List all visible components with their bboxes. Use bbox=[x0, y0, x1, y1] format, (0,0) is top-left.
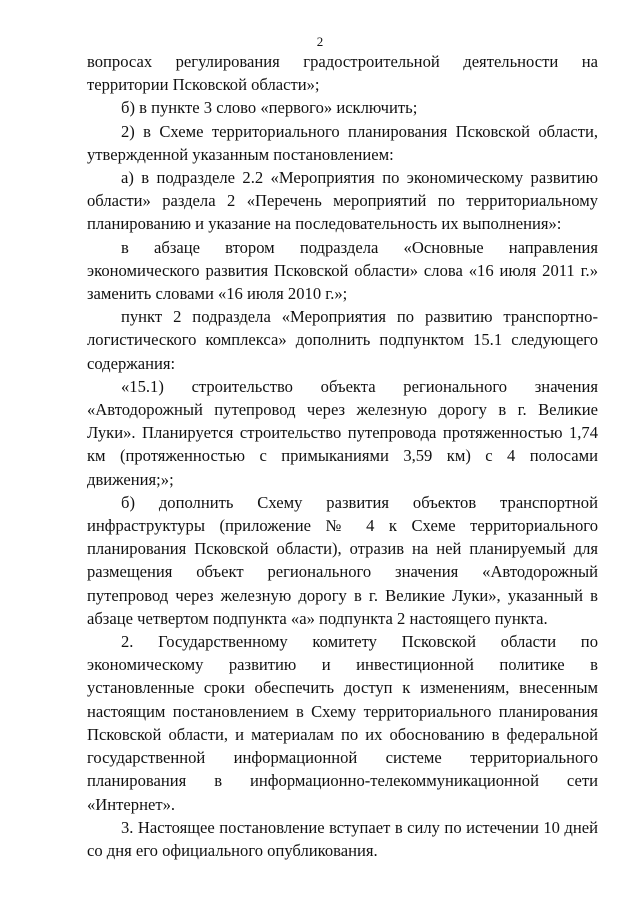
page-number: 2 bbox=[316, 34, 324, 49]
document-body bbox=[87, 50, 598, 862]
paragraph: б) дополнить Схему развития объектов транспортной инфраструктуры (приложение № 4 к Схеме территориального планирования Псковской области), отразив на ней планируемый для размещения объект регионального значения «Автодорожный путепровод через железную дорогу в г. Великие Луки», указанный в абзаце четвертом подпункта «а» подпункта 2 настоящего пункта. bbox=[87, 492, 598, 628]
paragraph: 3. Настоящее постановление вступает в силу по истечении 10 дней со дня его официального опубликования. bbox=[87, 817, 598, 860]
paragraph: б) в пункте 3 слово «первого» исключить; bbox=[121, 98, 418, 118]
paragraph: а) в подразделе 2.2 «Мероприятия по экономическому развитию области» раздела 2 «Перечень мероприятий по территориальному планированию и указание на последовательность их выполнения»: bbox=[87, 168, 598, 234]
paragraph: в абзаце втором подраздела «Основные направления экономического развития Псковской области» слова «16 июля 2011 г.» заменить словами «16 июля 2010 г.»; bbox=[87, 237, 598, 304]
paragraph: «15.1) строительство объекта регионального значения «Автодорожный путепровод через железную дорогу в г. Великие Луки». Планируется строительство путепровода протяженностью 1,74 км (протяженностью с примыканиями 3,59 км) с 4 полосами движения;»; bbox=[87, 376, 598, 489]
paragraph-continuation: вопросах регулирования градостроительной деятельности на территории Псковской области»; bbox=[87, 52, 598, 95]
paragraph: пункт 2 подраздела «Мероприятия по развитию транспортно-логистического комплекса» дополнить подпунктом 15.1 следующего содержания: bbox=[87, 307, 598, 373]
paragraph: 2) в Схеме территориального планирования Псковской области, утвержденной указанным постановлением: bbox=[87, 121, 598, 164]
paragraph: 2. Государственному комитету Псковской области по экономическому развитию и инвестиционной политике в установленные сроки обеспечить доступ к изменениям, внесенным настоящим постановлением в Схему территориального планирования Псковской области, и материалам по их обоснованию в федеральной государственной информационной системе территориального планирования в информационно-телекоммуникационной сети «Интернет». bbox=[87, 632, 598, 814]
